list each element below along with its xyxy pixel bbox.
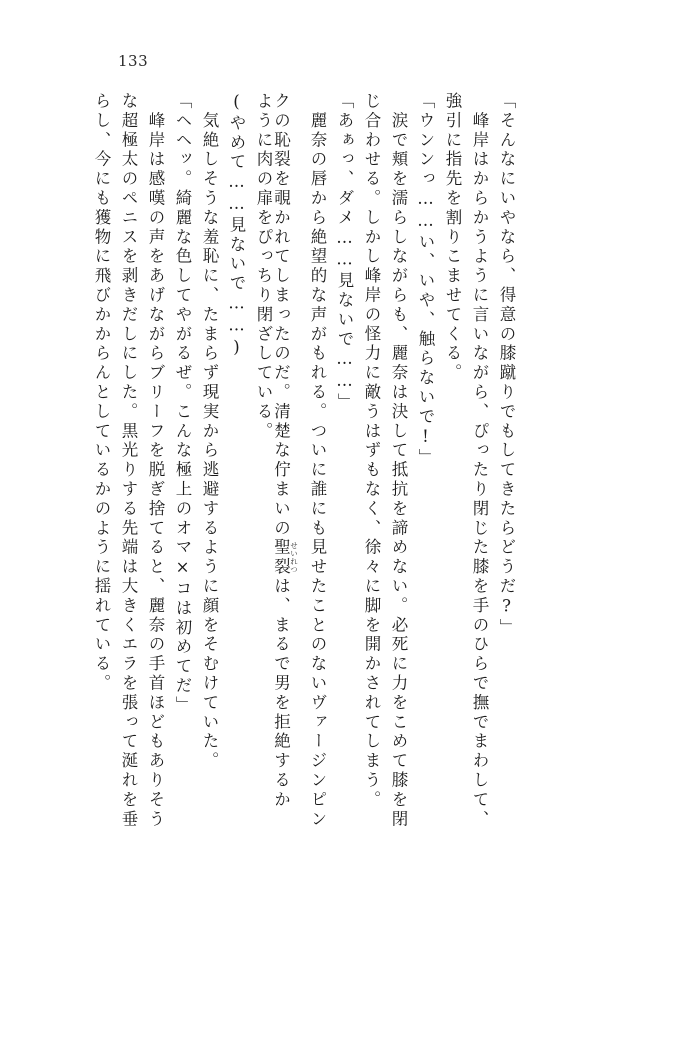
- text-line: ように肉の扉をぴっちり閉ざしている。: [254, 92, 273, 442]
- text-line: 麗奈の唇から絶望的な声がもれる。ついに誰にも見せたことのないヴァージンピン: [308, 92, 327, 830]
- text-line: 峰岸は感嘆の声をあげながらブリーフを脱ぎ捨てると、麗奈の手首ほどもありそう: [146, 92, 165, 830]
- text-line: 「ヘヘッ。綺麗な色してやがるぜ。こんな極上のオマ×コは初めてだ」: [173, 92, 192, 716]
- text-line: な超極太のペニスを剥きだしにした。黒光りする先端は大きくエラを張って涎れを垂: [119, 92, 138, 830]
- text-line: 峰岸はからかうように言いながら、ぴったり閉じた膝を手のひらで撫でまわして、: [470, 92, 489, 830]
- text-line: 「そんなにいやなら、得意の膝蹴りでもしてきたらどうだ?」: [497, 92, 516, 638]
- text-line: 強引に指先を割りこませてくる。: [443, 92, 462, 383]
- vertical-text-block: [82, 92, 592, 992]
- text-line: 気絶しそうな羞恥に、たまらず現実から逃避するように顔をそむけていた。: [200, 92, 219, 771]
- text-line: らし、今にも獲物に飛びかからんとしているかのように揺れている。: [92, 92, 111, 694]
- text-line: 涙で頬を濡らしながらも、麗奈は決して抵抗を諦めない。必死に力をこめて膝を閉: [389, 92, 408, 830]
- text-line: 「ウンンっ……い、いや、触らないで!」: [416, 92, 435, 469]
- page-number: 133: [118, 52, 149, 70]
- text-line: (やめて……見ないで……): [227, 92, 246, 360]
- text-line: 「あぁっ、ダメ……見ないで……」: [335, 92, 354, 413]
- text-line: じ合わせる。しかし峰岸の怪力に敵うはずもなく、徐々に脚を開かされてしまう。: [362, 92, 381, 810]
- text-line: クの恥裂を覗かれてしまったのだ。清楚な佇まいの聖裂 せいれつは、まるで男を拒絶するか: [271, 92, 299, 810]
